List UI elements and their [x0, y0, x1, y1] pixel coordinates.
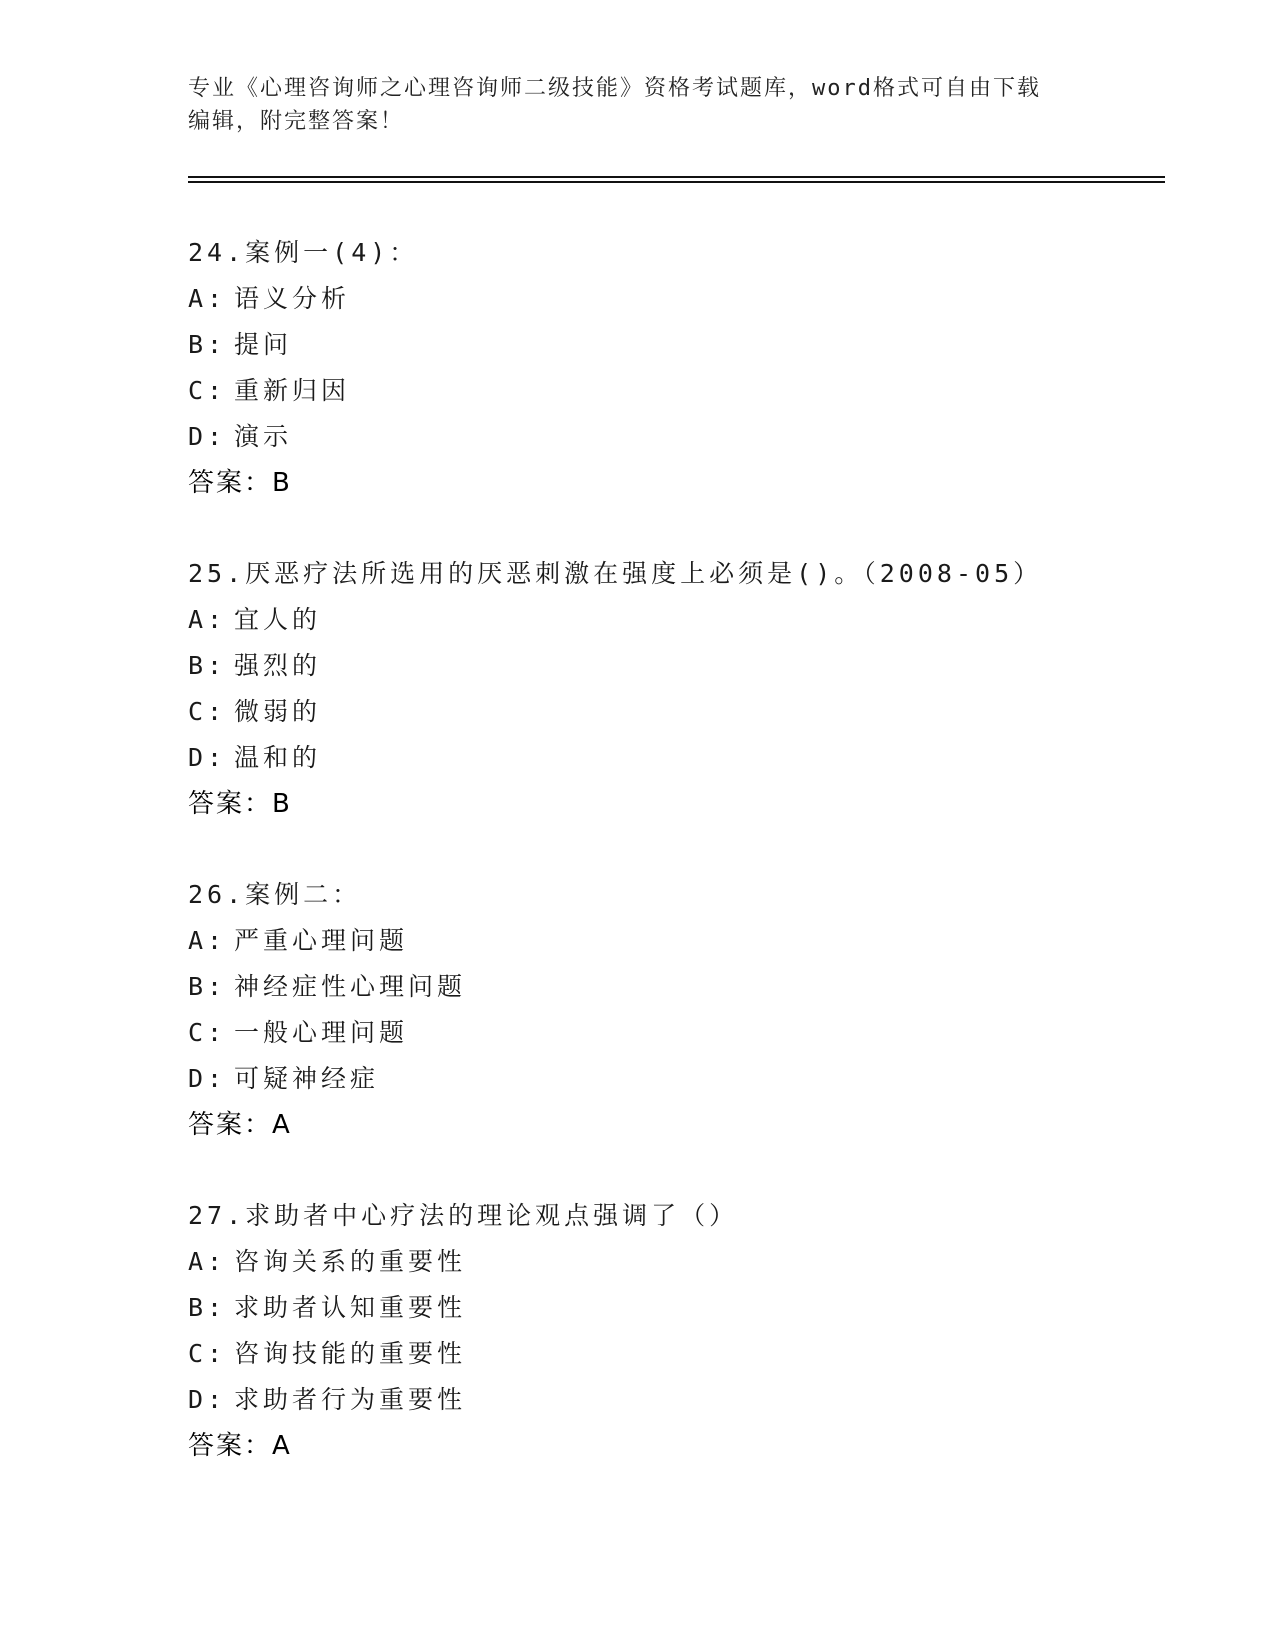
option-letter: C:	[188, 697, 227, 726]
option-b	[188, 964, 1168, 1010]
header-divider-bottom	[188, 181, 1165, 183]
option-text: 可疑神经症	[234, 1064, 380, 1093]
option-d	[188, 1377, 1168, 1423]
option-letter: B:	[188, 972, 227, 1001]
question-title: 26.案例二：	[188, 880, 362, 909]
option-letter: C:	[188, 376, 227, 405]
answer-line: 答案：B	[188, 789, 292, 819]
option-letter: A:	[188, 1247, 227, 1276]
option-text: 求助者行为重要性	[234, 1385, 467, 1414]
option-text: 神经症性心理问题	[234, 972, 467, 1001]
option-c	[188, 368, 1168, 414]
option-a	[188, 918, 1168, 964]
option-c	[188, 1010, 1168, 1056]
option-c	[188, 689, 1168, 735]
option-b	[188, 1285, 1168, 1331]
question-25	[188, 551, 1168, 872]
header-line-2: 编辑，附完整答案！	[188, 109, 405, 134]
option-c	[188, 1331, 1168, 1377]
option-d	[188, 1056, 1168, 1102]
option-letter: D:	[188, 1385, 227, 1414]
answer-line: 答案：A	[188, 1110, 292, 1140]
option-letter: C:	[188, 1339, 227, 1368]
option-text: 温和的	[234, 743, 322, 772]
option-letter: D:	[188, 1064, 227, 1093]
option-text: 重新归因	[234, 376, 351, 405]
option-a	[188, 1239, 1168, 1285]
document-header	[188, 72, 1088, 138]
option-text: 强烈的	[234, 651, 322, 680]
option-text: 演示	[234, 422, 293, 451]
option-letter: B:	[188, 1293, 227, 1322]
option-letter: B:	[188, 330, 227, 359]
answer-line: 答案：B	[188, 468, 292, 498]
option-letter: A:	[188, 605, 227, 634]
option-letter: C:	[188, 1018, 227, 1047]
header-divider-top	[188, 176, 1165, 178]
option-a	[188, 597, 1168, 643]
question-24	[188, 230, 1168, 551]
option-letter: D:	[188, 743, 227, 772]
header-line-1: 专业《心理咨询师之心理咨询师二级技能》资格考试题库，word格式可自由下载	[188, 76, 1041, 101]
option-d	[188, 414, 1168, 460]
option-a	[188, 276, 1168, 322]
question-list	[188, 230, 1168, 1514]
option-letter: A:	[188, 926, 227, 955]
question-title: 24.案例一(4)：	[188, 238, 419, 267]
option-d	[188, 735, 1168, 781]
option-text: 宜人的	[234, 605, 322, 634]
option-letter: A:	[188, 284, 227, 313]
option-text: 语义分析	[234, 284, 351, 313]
option-text: 提问	[234, 330, 293, 359]
question-title: 27.求助者中心疗法的理论观点强调了（）	[188, 1201, 739, 1230]
option-letter: D:	[188, 422, 227, 451]
question-27	[188, 1193, 1168, 1514]
answer-line: 答案：A	[188, 1431, 292, 1461]
option-text: 微弱的	[234, 697, 322, 726]
option-text: 求助者认知重要性	[234, 1293, 467, 1322]
option-text: 咨询关系的重要性	[234, 1247, 467, 1276]
option-b	[188, 643, 1168, 689]
option-text: 一般心理问题	[234, 1018, 409, 1047]
option-letter: B:	[188, 651, 227, 680]
option-text: 严重心理问题	[234, 926, 409, 955]
option-text: 咨询技能的重要性	[234, 1339, 467, 1368]
question-title: 25.厌恶疗法所选用的厌恶刺激在强度上必须是()。（2008-05）	[188, 559, 1043, 588]
option-b	[188, 322, 1168, 368]
question-26	[188, 872, 1168, 1193]
